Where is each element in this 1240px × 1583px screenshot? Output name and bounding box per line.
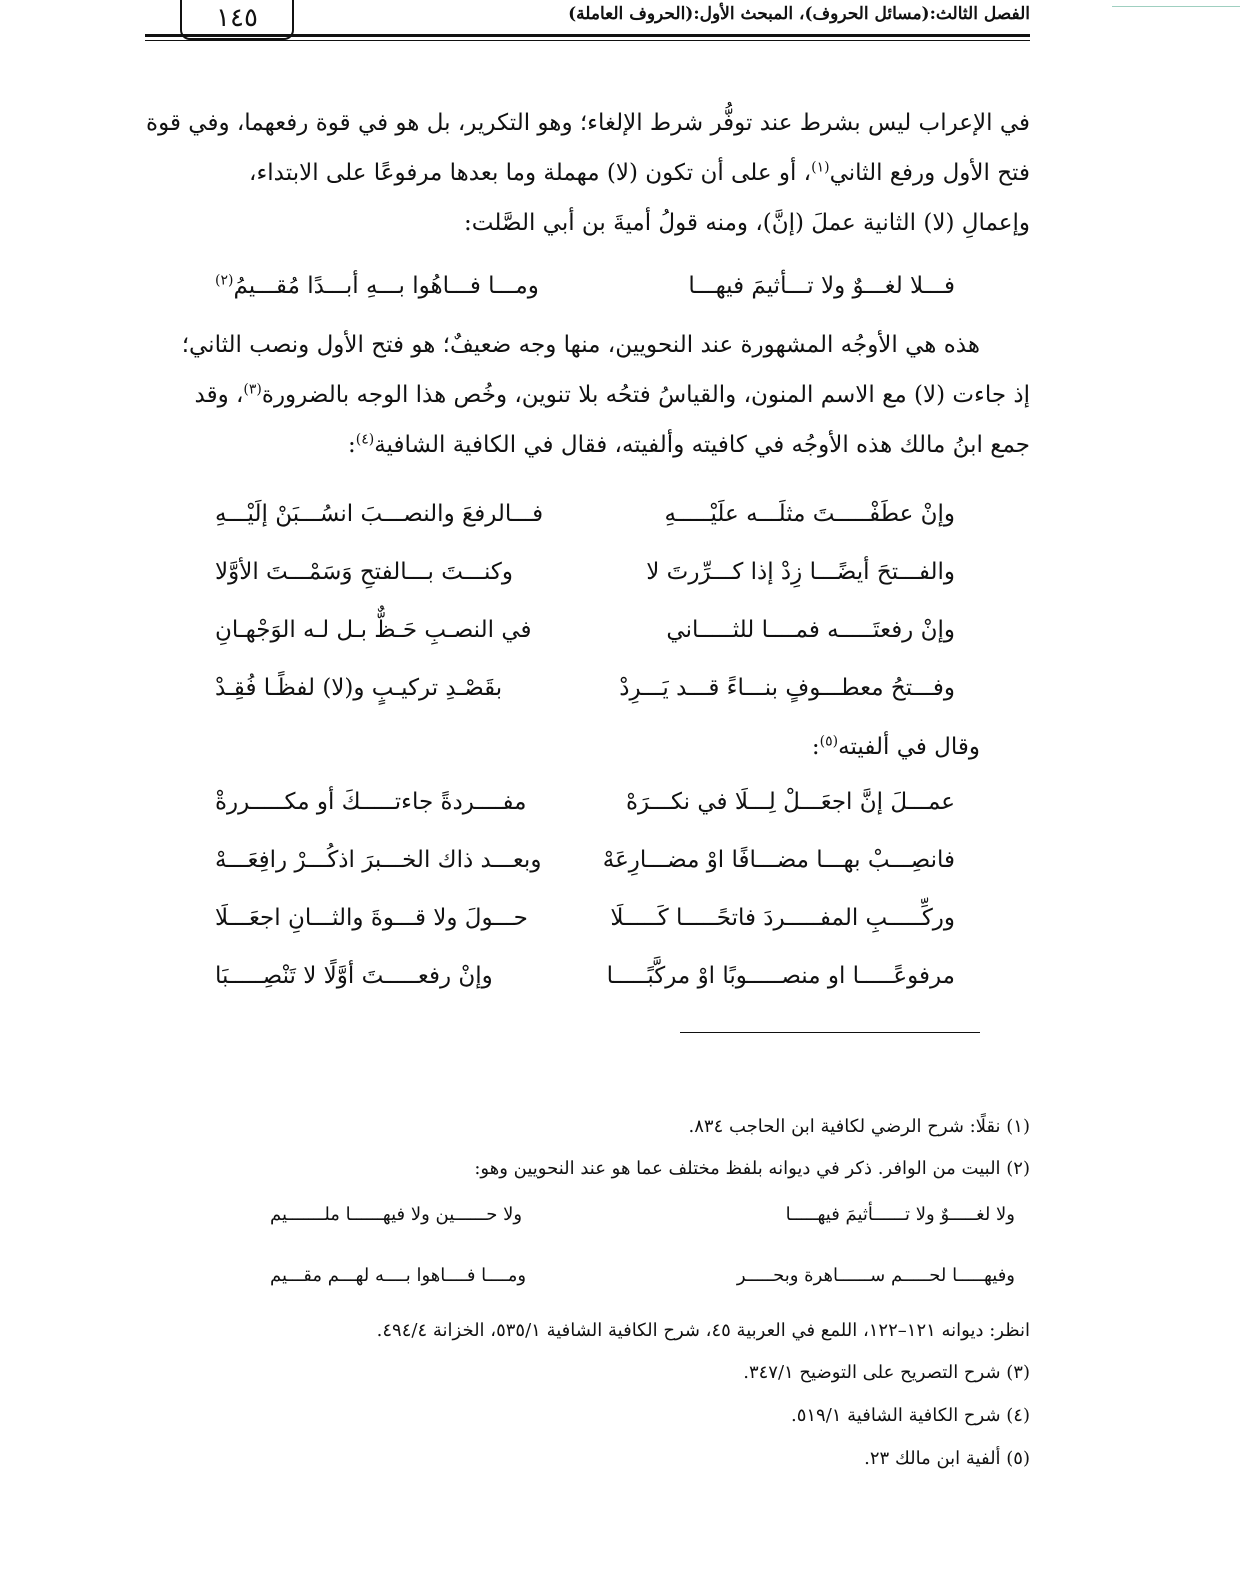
alfiya-verse-3-right: وركِّـــــبِ المفـــــردَ فاتحًـــــا كَـــــلَا [610,905,955,931]
alfiya-verse-1-left: مفــــردةً جاءتـــــكَ أو مكـــــررةْ [215,789,527,815]
alfiya-verse-2-right: فانصِـــبْ بهـــا مضـــافًا اوْ مضـــارِعَهْ [602,847,955,873]
paragraph-1-line-2-a: فتح الأول ورفع الثاني [829,160,1030,186]
verse-umayya-right: فـــلا لغـــوٌ ولا تـــأثيمَ فيهـــا [688,273,955,299]
alfiya-verse-4-left: وإنْ رفعـــــتَ أوَّلًا لا تَنْصِـــــبَا [215,963,493,989]
kafiya-verse-1-left: فـــالرفعَ والنصـــبَ انسُـــبَنْ إلَيْـــهِ [215,501,544,527]
kafiya-verse-2-left: وكنـــتَ بـــالفتحِ وَسَمْـــتَ الأوَّلا [215,559,513,585]
alfiya-verse-1-right: عمـــلَ إنَّ اجعَـــلْ لِـــلَا في نكـــرَهْ [626,789,955,815]
footnote-1: (١) نقلًا: شرح الرضي لكافية ابن الحاجب ٨٣٤. [688,1116,1030,1137]
footnote-ref-3: (٣) [243,381,262,398]
paragraph-2-line-1: هذه هي الأوجُه المشهورة عند النحويين، منها وجه ضعيفٌ؛ هو فتح الأول ونصب الثاني؛ [181,332,980,358]
footnotes [145,0,1030,1583]
paragraph-1-line-3: وإعمالِ (لا) الثانية عملَ (إنَّ)، ومنه قولُ أميةَ بن أبي الصَّلت: [464,210,1030,236]
footnote-2-verse-2 [270,1256,1015,1296]
kafiya-verse-2-right: والفـــتحَ أيضًـــا زِدْ إذا كـــرِّرتَ لا [646,559,955,585]
footnote-ref-5: (٥) [819,733,839,750]
running-title: الفصل الثالث:(مسائل الحروف)، المبحث الأول:(الحروف العاملة) [568,4,1030,24]
header-corner-accent [1112,0,1240,7]
footnote-2-references: انظر: ديوانه ١٢١–١٢٢، اللمع في العربية ٤٥، شرح الكافية الشافية ٥٣٥/١، الخزانة ٤٩٤/٤. [376,1320,1030,1341]
kafiya-verse-1-right: وإنْ عطَفْـــــتَ مثلَـــه علَيْـــــهِ [664,501,955,527]
alfiya-verse-3-left: حـــولَ ولا قـــوةَ والثـــانِ اجعَـــلَا [215,905,528,931]
footnote-5: (٥) ألفية ابن مالك ٢٣. [864,1448,1030,1469]
page-number: ١٤٥ [180,0,294,40]
footnote-2-verse-1-left: ولا حــــــين ولا فيهــــــا ملـــــــيم [270,1204,523,1225]
paragraph-1-line-1: في الإعراب ليس بشرط عند توفُّر شرط الإلغاء؛ وهو التكرير، بل هو في قوة رفعهما، وفي قوة [146,110,1030,136]
paragraph-3-tail: : [811,734,820,760]
paragraph-2-line-3-b: : [347,432,356,458]
kafiya-verse-3-left: في النصـبِ حَـظٌّ بـل لـه الوَجْهـانِ [215,617,532,643]
footnote-ref-4: (٤) [355,431,375,448]
paragraph-2-line-2-b: ، وقد [194,382,244,408]
footnote-2-verse-1 [270,1195,1015,1235]
footnote-ref-2: (٢) [215,272,234,289]
alfiya-verse-4-right: مرفوعًـــــا او منصـــــوبًا اوْ مركَّبًـــــا [606,963,955,989]
footnote-2-verse-1-right: ولا لغـــــوٌ ولا تــــــأثيمَ فيهـــــا [785,1204,1015,1225]
footnote-3: (٣) شرح التصريح على التوضيح ٣٤٧/١. [743,1362,1030,1383]
paragraph-1-line-2-b: ، أو على أن تكون (لا) مهملة وما بعدها مرفوعًا على الابتداء، [249,160,812,186]
footnote-2-verse-2-left: ومــــا فــــاهوا بــــه لهـــم مقـــيم [270,1265,527,1286]
footnote-2: (٢) البيت من الوافر. ذكر في ديوانه بلفظ مختلف عما هو عند النحويين وهو: [474,1158,1030,1179]
footnote-4: (٤) شرح الكافية الشافية ٥١٩/١. [790,1405,1030,1426]
paragraph-3-text: وقال في ألفيته [838,734,980,760]
paragraph-2-line-3-a: جمع ابنُ مالك هذه الأوجُه في كافيته وألفيته، فقال في الكافية الشافية [374,432,1030,458]
kafiya-verse-3-right: وإنْ رفعتَـــــه فمــــا للثـــــاني [666,617,955,643]
paragraph-2-line-2-a: إذ جاءت (لا) مع الاسم المنون، والقياسُ فتحُه بلا تنوين، وخُص هذا الوجه بالضرورة [261,382,1030,408]
kafiya-verse-4-left: بقَصْـدِ تركيـبٍ و(لا) لفظًـا فُقِـدْ [215,675,503,701]
footnote-ref-1: (١) [811,159,830,176]
verse-umayya-left-text: ومـــا فـــاهُوا بـــهِ أبـــدًا مُقـــيمُ [233,273,539,299]
footnote-2-verse-2-right: وفيهـــــا لحـــــم ســــــاهرة وبحـــــر [736,1265,1015,1286]
alfiya-verse-2-left: وبعـــد ذاك الخـــبرَ اذكُـــرْ رافِعَـــهْ [215,847,542,873]
kafiya-verse-4-right: وفـــتحُ معطـــوفٍ بنـــاءً قـــد يَـــرِدْ [619,675,955,701]
